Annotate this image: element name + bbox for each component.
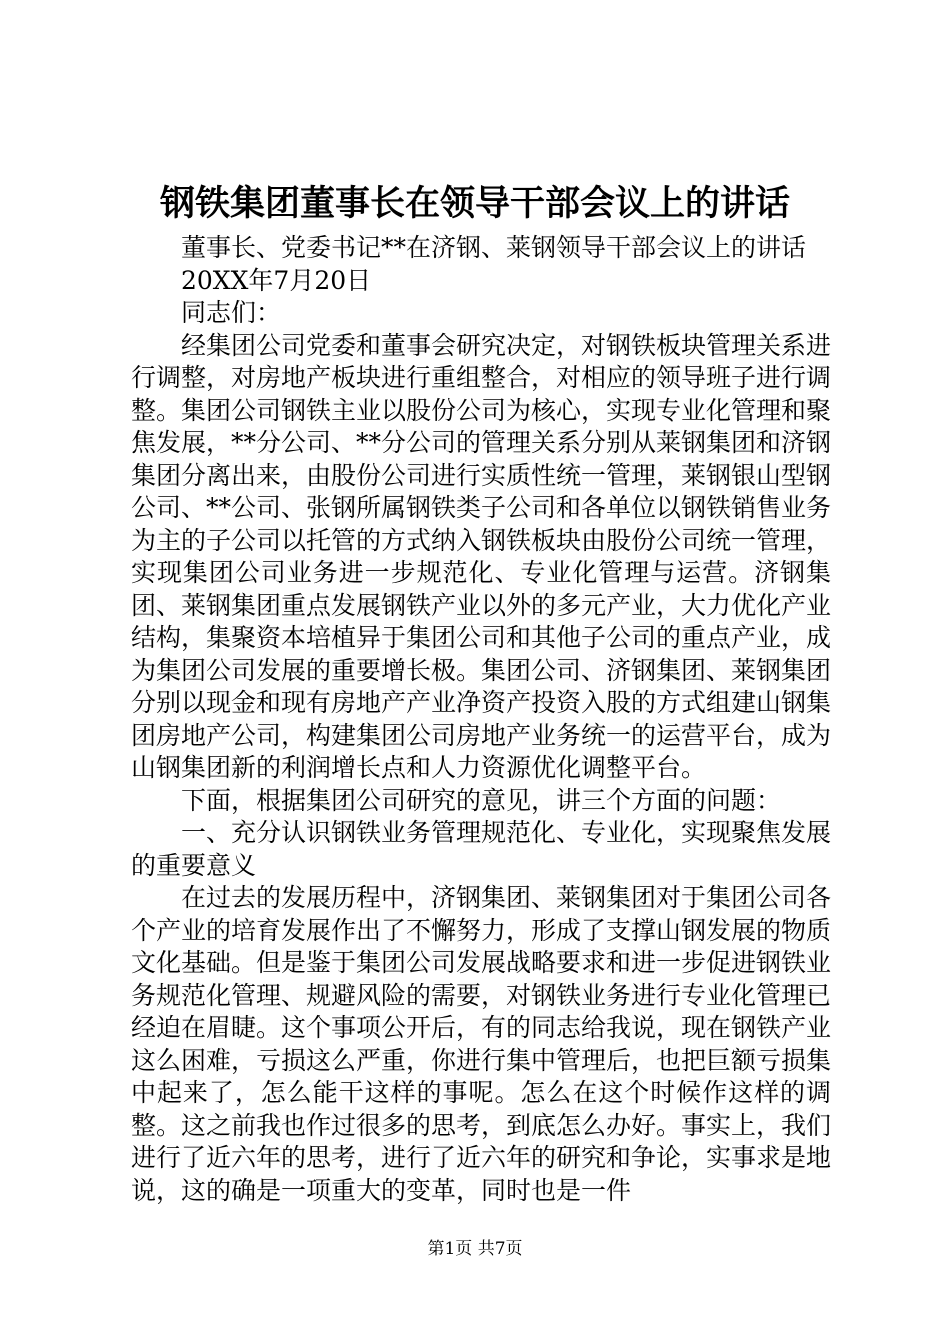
paragraph-date: 20XX年7月20日 [181, 265, 372, 295]
page-footer: 第1页 共7页 [427, 1239, 523, 1259]
paragraph-body: 下面，根据集团公司研究的意见，讲三个方面的问题： [181, 785, 782, 815]
paragraph-body: 在过去的发展历程中，济钢集团、莱钢集团对于集团公司各个产业的培育发展作出了不懈努力，形成了支撑山钢发展的物质文化基础。但是鉴于集团公司发展战略要求和进一步促进钢铁业务规范化管理、规避风险的需要，对钢铁业务进行专业化管理已经迫在眉睫。这个事项公开后，有的同志给我说，现在钢铁产业这么困难，亏损这么严重，你进行集中管理后，也把巨额亏损集中起来了，怎么能干这样的事呢。怎么在这个时候作这样的调整。这之前我也作过很多的思考，到底怎么办好。事实上，我们进行了近六年的思考，进行了近六年的研究和争论，实事求是地说，这的确是一项重大的变革，同时也是一件 [131, 883, 832, 1205]
paragraph-body: 经集团公司党委和董事会研究决定，对钢铁板块管理关系进行调整，对房地产板块进行重组整合，对相应的领导班子进行调整。集团公司钢铁主业以股份公司为核心，实现专业化管理和聚焦发展，**分公司、**分公司的管理关系分别从莱钢集团和济钢集团分离出来，由股份公司进行实质性统一管理，莱钢银山型钢公司、**公司、张钢所属钢铁类子公司和各单位以钢铁销售业务为主的子公司以托管的方式纳入钢铁板块由股份公司统一管理，实现集团公司业务进一步规范化、专业化管理与运营。济钢集团、莱钢集团重点发展钢铁产业以外的多元产业，大力优化产业结构，集聚资本培植异于集团公司和其他子公司的重点产业，成为集团公司发展的重要增长极。集团公司、济钢集团、莱钢集团分别以现金和现有房地产产业净资产投资入股的方式组建山钢集团房地产公司，构建集团公司房地产业务统一的运营平台，成为山钢集团新的利润增长点和人力资源优化调整平台。 [131, 330, 832, 782]
document-body [131, 232, 831, 1207]
section-heading: 一、充分认识钢铁业务管理规范化、专业化，实现聚焦发展的重要意义 [131, 818, 832, 880]
document-title: 钢铁集团董事长在领导干部会议上的讲话 [159, 183, 790, 224]
paragraph-greeting: 同志们： [181, 298, 282, 327]
paragraph-subtitle: 董事长、党委书记**在济钢、莱钢领导干部会议上的讲话 [181, 233, 807, 262]
